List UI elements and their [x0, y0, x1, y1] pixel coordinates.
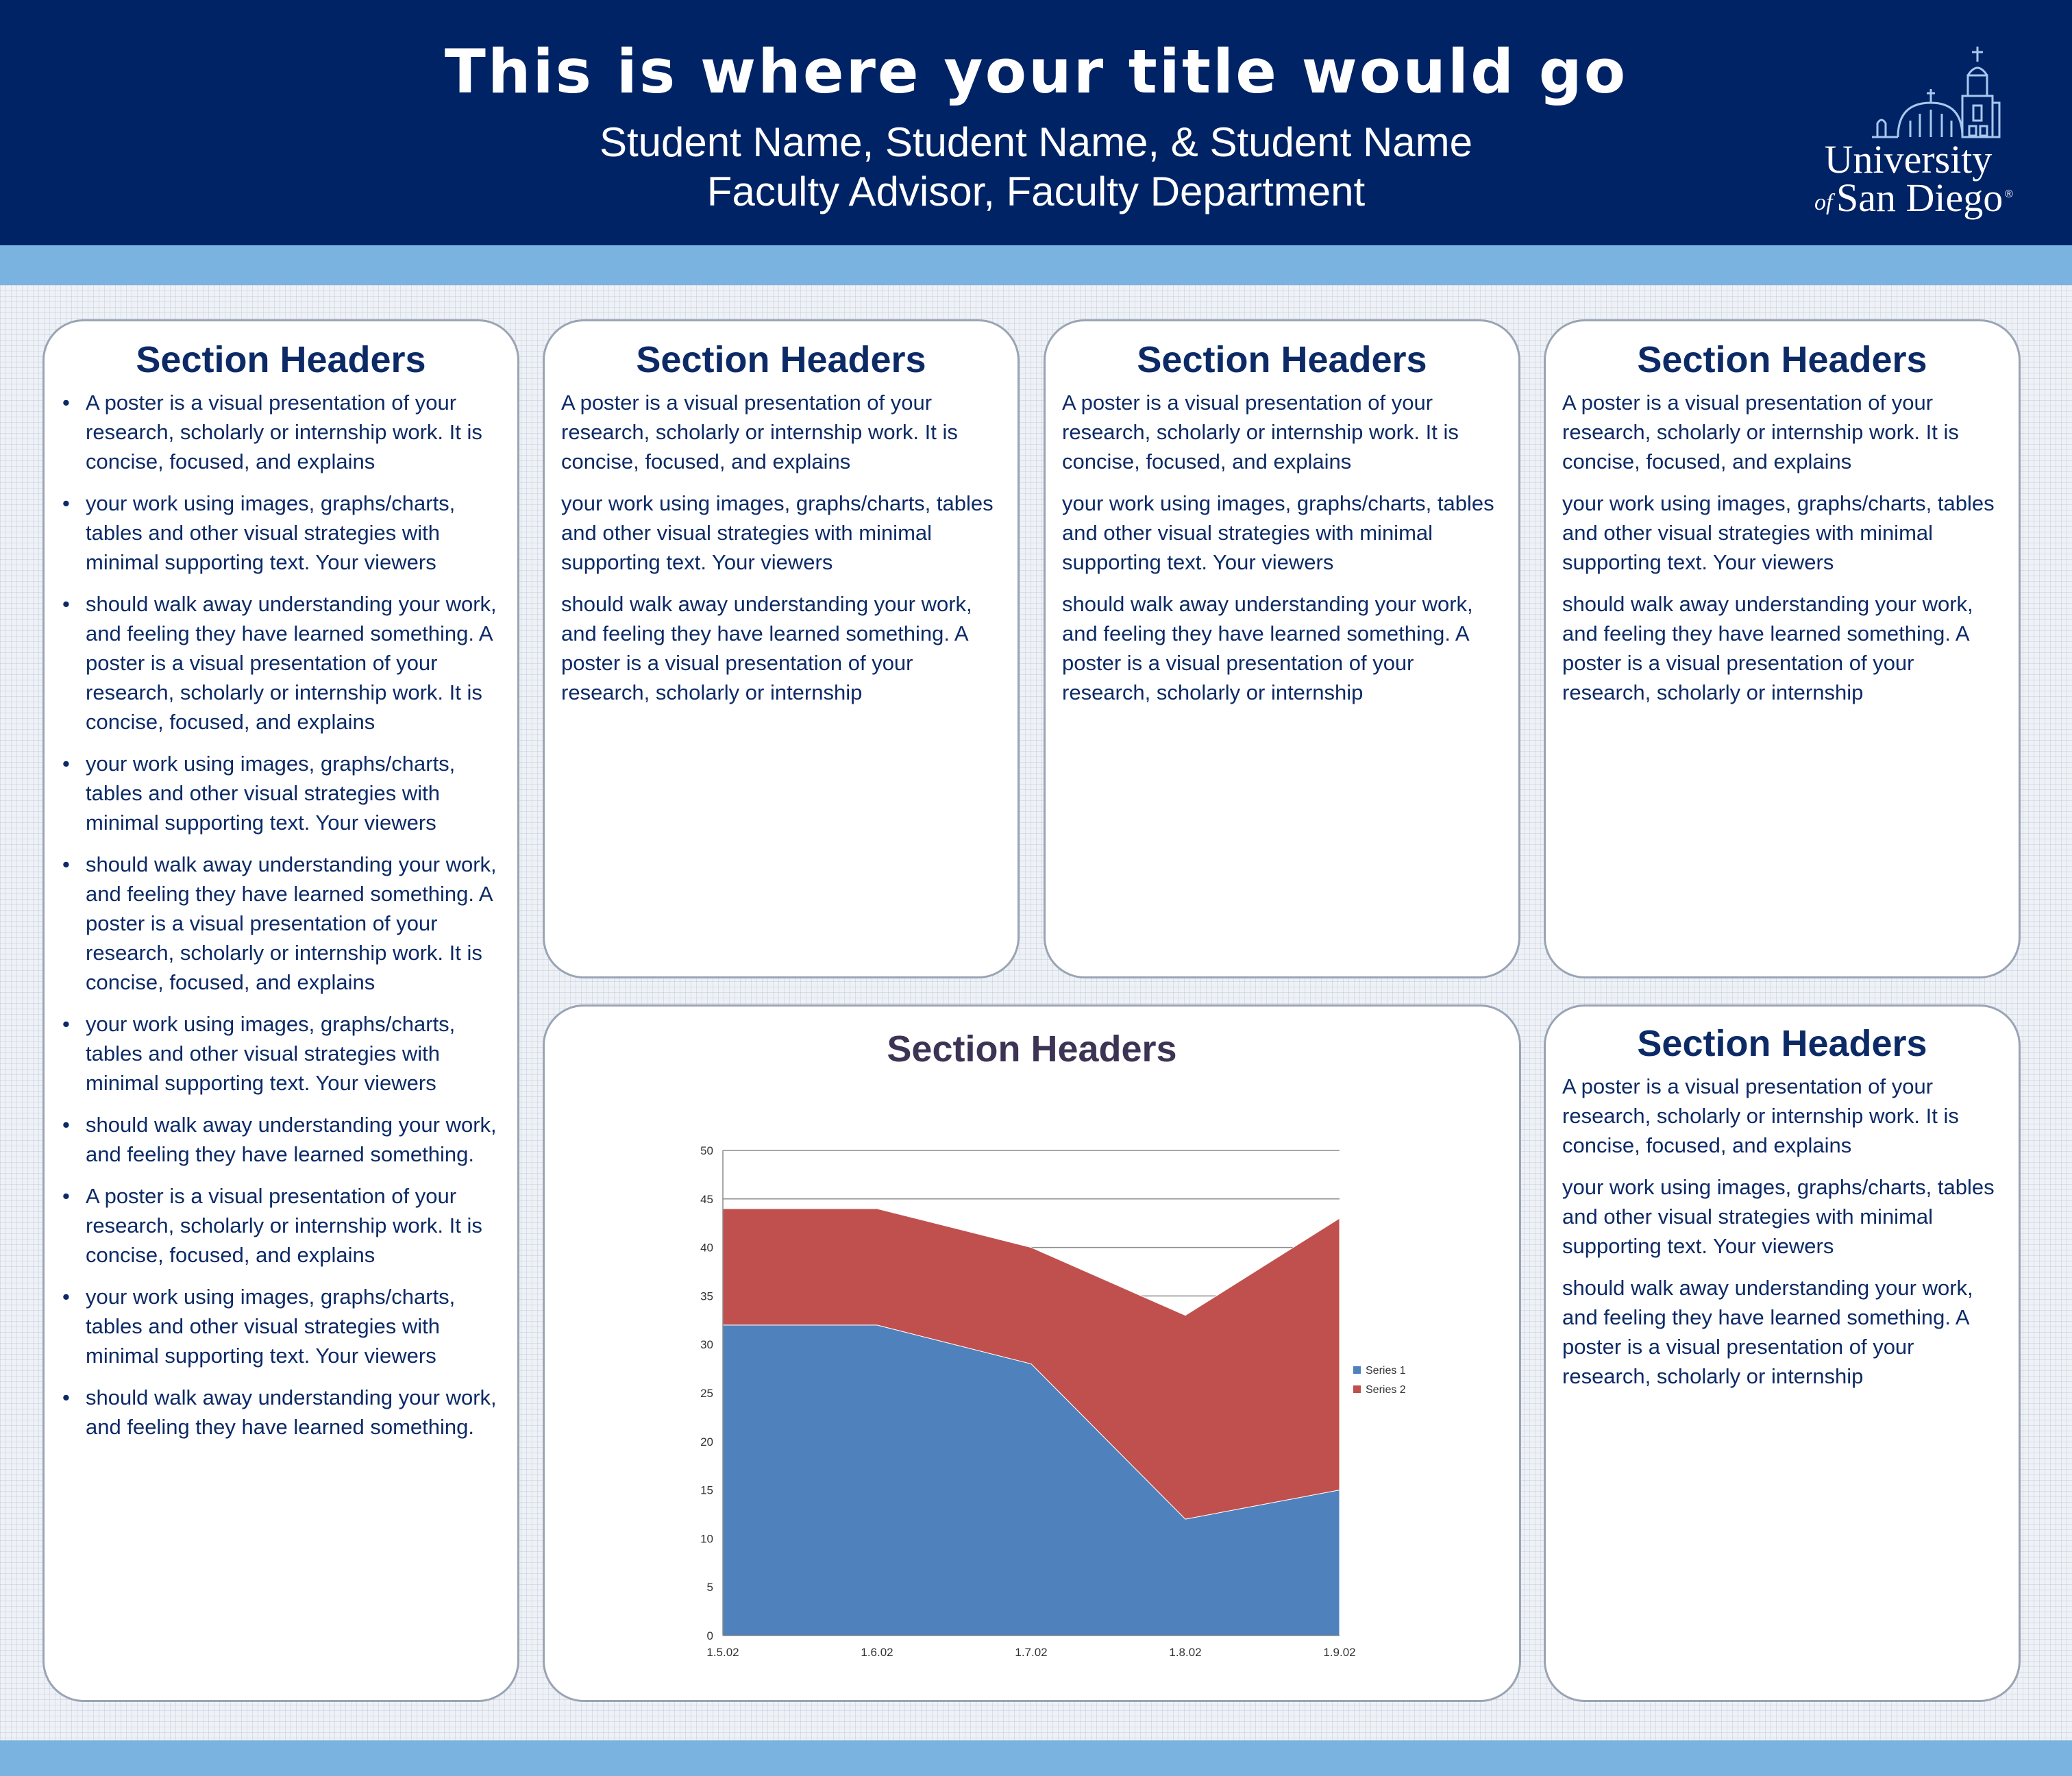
list-item: • your work using images, graphs/charts, tables and other visual strategies with minimal supporting text. Your viewers — [86, 489, 498, 577]
list-item: • your work using images, graphs/charts, tables and other visual strategies with minimal supporting text. Your viewers — [86, 1009, 498, 1098]
section-header: Section Headers — [636, 339, 926, 380]
paragraph: should walk away understanding your work, and feeling they have learned something. A poster is a visual presentation of your research, scholarly or internship — [1562, 591, 1973, 704]
poster-title: This is where your title would go — [444, 36, 1628, 107]
y-tick-label: 20 — [700, 1435, 713, 1448]
logo-san-diego-text: San Diego — [1836, 175, 2003, 220]
list-item: • your work using images, graphs/charts, tables and other visual strategies with minimal supporting text. Your viewers — [86, 749, 498, 837]
section-header: Section Headers — [1637, 1023, 1927, 1064]
section-body — [1046, 388, 1518, 707]
section-header: Section Headers — [1637, 339, 1927, 380]
paragraph: your work using images, graphs/charts, tables and other visual strategies with minimal supporting text. Your viewers — [561, 491, 994, 574]
list-item: • your work using images, graphs/charts, tables and other visual strategies with minimal supporting text. Your viewers — [86, 1282, 498, 1370]
y-tick-label: 35 — [700, 1290, 713, 1303]
x-tick-label: 1.6.02 — [861, 1646, 893, 1659]
paragraph: A poster is a visual presentation of your research, scholarly or internship work. It is concise, focused, and explains — [1562, 390, 1959, 473]
section-panel-left — [42, 319, 519, 1702]
logo-university-text: University — [1824, 137, 1993, 182]
y-tick-label: 0 — [706, 1629, 713, 1642]
section-header: Section Headers — [887, 1028, 1177, 1070]
paragraph: should walk away understanding your work, and feeling they have learned something. A poster is a visual presentation of your research, scholarly or internship — [1062, 591, 1473, 704]
section-header: Section Headers — [136, 339, 426, 380]
y-tick-label: 15 — [700, 1483, 713, 1497]
y-tick-label: 5 — [706, 1581, 713, 1594]
list-item: • should walk away understanding your work, and feeling they have learned something. A poster is a visual presentation of your research, scholarly or internship work. It is concise, focused, and explains — [86, 589, 498, 737]
list-item: • should walk away understanding your work, and feeling they have learned something. — [86, 1383, 498, 1442]
accent-band-bottom — [0, 1740, 2072, 1776]
list-item: • should walk away understanding your work, and feeling they have learned something. A poster is a visual presentation of your research, scholarly or internship work. It is concise, focused, and explains — [86, 850, 498, 997]
paragraph: your work using images, graphs/charts, tables and other visual strategies with minimal supporting text. Your viewers — [1562, 1174, 1995, 1258]
section-panel-bottom-right — [1544, 1004, 2021, 1702]
y-tick-label: 10 — [700, 1532, 713, 1546]
x-tick-label: 1.7.02 — [1015, 1646, 1048, 1659]
logo-of-text: of — [1814, 190, 1833, 215]
student-names: Student Name, Student Name, & Student Name — [599, 119, 1473, 165]
section-panel-chart — [543, 1004, 1521, 1702]
paragraph: should walk away understanding your work, and feeling they have learned something. A poster is a visual presentation of your research, scholarly or internship — [561, 591, 972, 704]
x-tick-label: 1.9.02 — [1323, 1646, 1356, 1659]
stacked-area-chart — [613, 1130, 1435, 1659]
x-tick-label: 1.8.02 — [1169, 1646, 1202, 1659]
faculty-advisor: Faculty Advisor, Faculty Department — [706, 169, 1366, 214]
list-item: • should walk away understanding your work, and feeling they have learned something. — [86, 1110, 498, 1169]
y-tick-label: 40 — [700, 1241, 713, 1255]
bullet-list — [45, 388, 517, 1442]
list-item: • A poster is a visual presentation of your research, scholarly or internship work. It is concise, focused, and explains — [86, 388, 498, 476]
y-tick-label: 50 — [700, 1144, 713, 1157]
x-tick-label: 1.5.02 — [706, 1646, 739, 1659]
y-tick-label: 45 — [700, 1192, 713, 1206]
paragraph: your work using images, graphs/charts, tables and other visual strategies with minimal supporting text. Your viewers — [1562, 491, 1995, 574]
section-header: Section Headers — [1137, 339, 1427, 380]
paragraph: A poster is a visual presentation of your research, scholarly or internship work. It is concise, focused, and explains — [1562, 1074, 1959, 1157]
legend-label: Series 2 — [1366, 1384, 1406, 1396]
paragraph: your work using images, graphs/charts, tables and other visual strategies with minimal supporting text. Your viewers — [1062, 491, 1494, 574]
list-item: • A poster is a visual presentation of your research, scholarly or internship work. It is concise, focused, and explains — [86, 1181, 498, 1270]
legend-label: Series 1 — [1366, 1365, 1406, 1377]
y-tick-label: 25 — [700, 1387, 713, 1400]
section-body — [1546, 1072, 2019, 1391]
accent-band-top — [0, 245, 2072, 285]
university-logo — [1795, 41, 2021, 226]
logo-registered-mark: ® — [2005, 188, 2013, 200]
paragraph: A poster is a visual presentation of your research, scholarly or internship work. It is concise, focused, and explains — [561, 390, 958, 473]
section-panel-top-3 — [1044, 319, 1520, 978]
legend-swatch — [1353, 1366, 1361, 1374]
section-panel-top-2 — [543, 319, 1020, 978]
section-body — [1546, 388, 2019, 707]
paragraph: A poster is a visual presentation of your research, scholarly or internship work. It is concise, focused, and explains — [1062, 390, 1459, 473]
section-body — [545, 388, 1018, 707]
y-tick-label: 30 — [700, 1338, 713, 1352]
legend-swatch — [1353, 1385, 1361, 1393]
paragraph: should walk away understanding your work, and feeling they have learned something. A poster is a visual presentation of your research, scholarly or internship — [1562, 1275, 1973, 1388]
section-panel-top-4 — [1544, 319, 2021, 978]
poster-header — [0, 0, 2072, 245]
